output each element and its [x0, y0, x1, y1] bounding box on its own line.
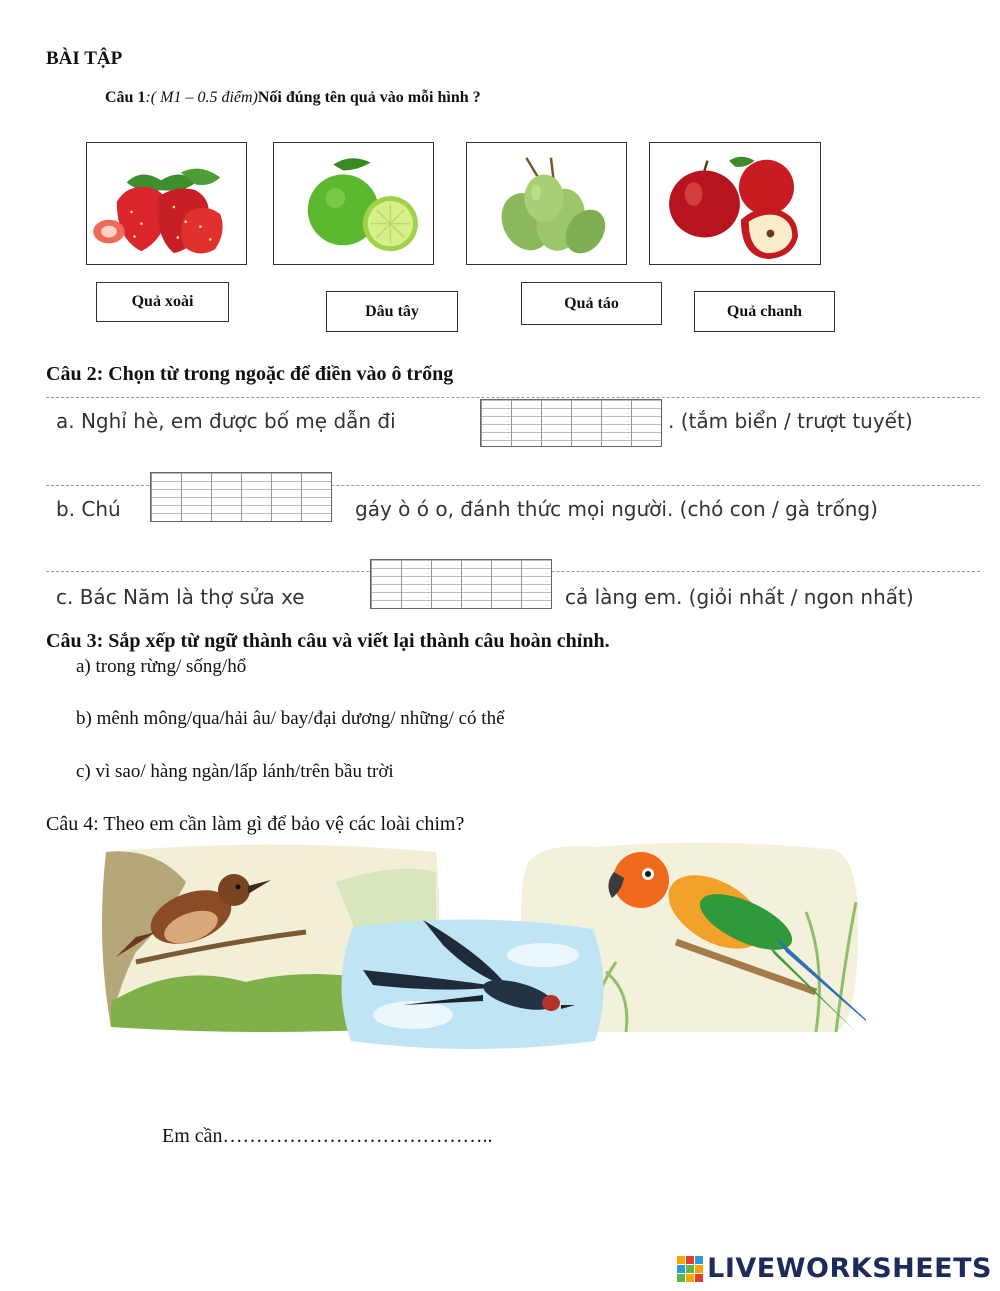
liveworksheets-logo — [677, 1253, 992, 1284]
label-lime[interactable]: Quả chanh — [694, 291, 835, 332]
mango-image — [466, 142, 627, 265]
question-1-prompt: Nối đúng tên quả vào mỗi hình ? — [257, 89, 481, 106]
label-apple[interactable]: Quả táo — [521, 282, 662, 325]
strawberry-image — [86, 142, 247, 265]
sentence-b-start: b. Chú — [56, 497, 121, 521]
question-3-heading: Câu 3: Sắp xếp từ ngữ thành câu và viết lại thành câu hoàn chỉnh. — [46, 630, 610, 652]
label-strawberry[interactable]: Dâu tây — [326, 291, 458, 332]
label-mango[interactable]: Quả xoài — [96, 282, 229, 322]
sentence-a-end: . (tắm biển / trượt tuyết) — [668, 409, 913, 433]
question-1-number: Câu 1 — [105, 89, 146, 106]
question-3-item-a: a) trong rừng/ sống/hổ — [76, 656, 247, 677]
answer-box-b[interactable] — [150, 472, 332, 522]
question-3-item-c: c) vì sao/ hàng ngàn/lấp lánh/trên bầu trời — [76, 761, 394, 782]
apple-image — [649, 142, 821, 265]
sentence-b-end: gáy ò ó o, đánh thức mọi người. (chó con / gà trống) — [355, 497, 878, 521]
question-1 — [105, 89, 481, 107]
question-3-item-b: b) mênh mông/qua/hải âu/ bay/đại dương/ những/ có thể — [76, 708, 505, 729]
question-4: Câu 4: Theo em cần làm gì để bảo vệ các loài chim? — [46, 813, 465, 835]
worksheet-title: BÀI TẬP — [46, 48, 123, 69]
sentence-c-end: cả làng em. (giỏi nhất / ngon nhất) — [565, 585, 914, 609]
logo-text: LIVEWORKSHEETS — [707, 1253, 992, 1284]
logo-icon — [677, 1256, 703, 1282]
swallow-illustration — [333, 915, 611, 1053]
answer-box-a[interactable] — [480, 399, 662, 447]
question-1-meta: :( M1 – 0.5 điểm) — [145, 89, 258, 106]
answer-box-c[interactable] — [370, 559, 552, 609]
fill-in-panel — [46, 393, 980, 625]
divider-line — [46, 397, 980, 398]
sentence-a-start: a. Nghỉ hè, em được bố mẹ dẫn đi — [56, 409, 396, 433]
lime-image — [273, 142, 434, 265]
sentence-c-start: c. Bác Năm là thợ sửa xe — [56, 585, 305, 609]
question-2-heading: Câu 2: Chọn từ trong ngoặc để điền vào ô trống — [46, 363, 454, 385]
answer-line[interactable]: Em cần………………………………….. — [162, 1125, 493, 1147]
